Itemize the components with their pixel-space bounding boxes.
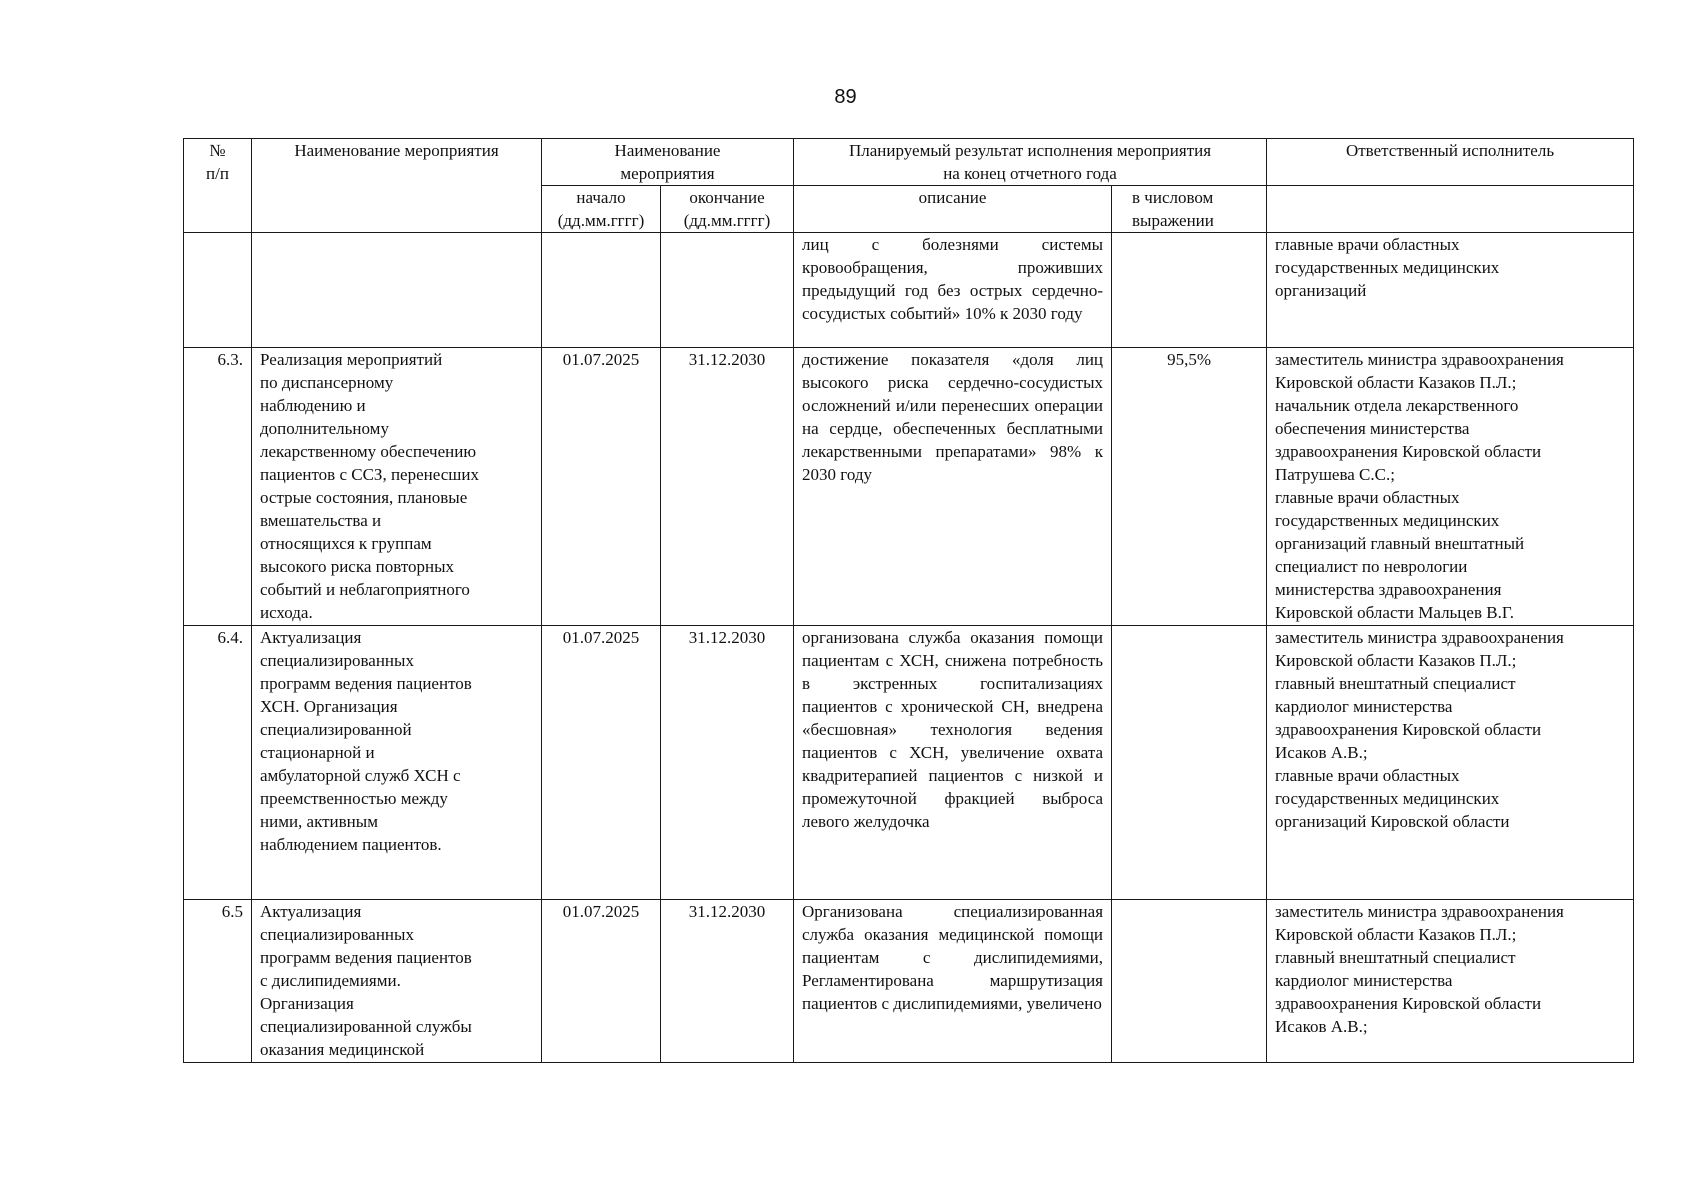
row-value [1112, 626, 1267, 900]
header-responsible-blank [1267, 186, 1634, 233]
table-header-row-1 [184, 139, 1634, 186]
header-responsible: Ответственный исполнитель [1267, 139, 1634, 186]
row-description: достижение показателя «доля лиц высокого риска сердечно-сосудистых осложнений и/или перенесших операции на сердце, обеспеченных бесплатными лекарственными препаратами» 98% к 2030 году [794, 348, 1112, 626]
row-num: 6.5 [184, 900, 252, 1063]
row-event-name: Актуализация специализированных программ ведения пациентов ХСН. Организация специализированной стационарной и амбулаторной служб ХСН с преемственностью между ними, активным наблюдением пациентов. [252, 626, 542, 900]
header-description: описание [794, 186, 1112, 233]
table-row [184, 348, 1634, 626]
row-num: 6.3. [184, 348, 252, 626]
header-start: начало (дд.мм.гггг) [542, 186, 661, 233]
row-value [1112, 233, 1267, 348]
table-row [184, 900, 1634, 1063]
row-end-date: 31.12.2030 [661, 900, 794, 1063]
row-start-date: 01.07.2025 [542, 900, 661, 1063]
row-description: организована служба оказания помощи пациентам с ХСН, снижена потребность в экстренных госпитализациях пациентов с хронической СН, внедрена «бесшовная» технология ведения пациентов с ХСН, увеличение охвата квадритерапией пациентов с низкой и промежуточной фракцией выброса левого желудочка [794, 626, 1112, 900]
row-start-date: 01.07.2025 [542, 626, 661, 900]
row-responsible: заместитель министра здравоохранения Кировской области Казаков П.Л.; главный внештатный специалист кардиолог министерства здравоохранения Кировской области Исаков А.В.; [1267, 900, 1634, 1063]
row-event-name: Актуализация специализированных программ ведения пациентов с дислипидемиями. Организация специализированной службы оказания медицинской [252, 900, 542, 1063]
row-end-date: 31.12.2030 [661, 348, 794, 626]
header-period-group: Наименование мероприятия [542, 139, 794, 186]
row-end-date [661, 233, 794, 348]
row-start-date: 01.07.2025 [542, 348, 661, 626]
row-responsible: заместитель министра здравоохранения Кировской области Казаков П.Л.; начальник отдела лекарственного обеспечения министерства здравоохранения Кировской области Патрушева С.С.; главные врачи областных государственных медицинских организаций главный внештатный специалист по неврологии министерства здравоохранения Кировской области Мальцев В.Г. [1267, 348, 1634, 626]
row-value: 95,5% [1112, 348, 1267, 626]
row-description: лиц с болезнями системы кровообращения, проживших предыдущий год без острых сердечно-сосудистых событий» 10% к 2030 году [794, 233, 1112, 348]
row-num: 6.4. [184, 626, 252, 900]
row-num [184, 233, 252, 348]
row-end-date: 31.12.2030 [661, 626, 794, 900]
row-event-name: Реализация мероприятий по диспансерному наблюдению и дополнительному лекарственному обеспечению пациентов с ССЗ, перенесших острые состояния, плановые вмешательства и относящихся к группам высокого риска повторных событий и неблагоприятного исхода. [252, 348, 542, 626]
row-event-name [252, 233, 542, 348]
row-responsible: заместитель министра здравоохранения Кировской области Казаков П.Л.; главный внештатный специалист кардиолог министерства здравоохранения Кировской области Исаков А.В.; главные врачи областных государственных медицинских организаций Кировской области [1267, 626, 1634, 900]
header-event-name: Наименование мероприятия [252, 139, 542, 233]
activities-table [183, 138, 1634, 1063]
table-row [184, 233, 1634, 348]
header-result-group: Планируемый результат исполнения мероприятия на конец отчетного года [794, 139, 1267, 186]
row-value [1112, 900, 1267, 1063]
row-description: Организована специализированная служба оказания медицинской помощи пациентам с дислипидемиями, Регламентирована маршрутизация пациентов с дислипидемиями, увеличено [794, 900, 1112, 1063]
table-row [184, 626, 1634, 900]
row-responsible: главные врачи областных государственных медицинских организаций [1267, 233, 1634, 348]
header-numeric: в числовом выражении [1112, 186, 1267, 233]
header-num: № п/п [184, 139, 252, 233]
row-start-date [542, 233, 661, 348]
page-number: 89 [834, 86, 857, 108]
header-end: окончание (дд.мм.гггг) [661, 186, 794, 233]
